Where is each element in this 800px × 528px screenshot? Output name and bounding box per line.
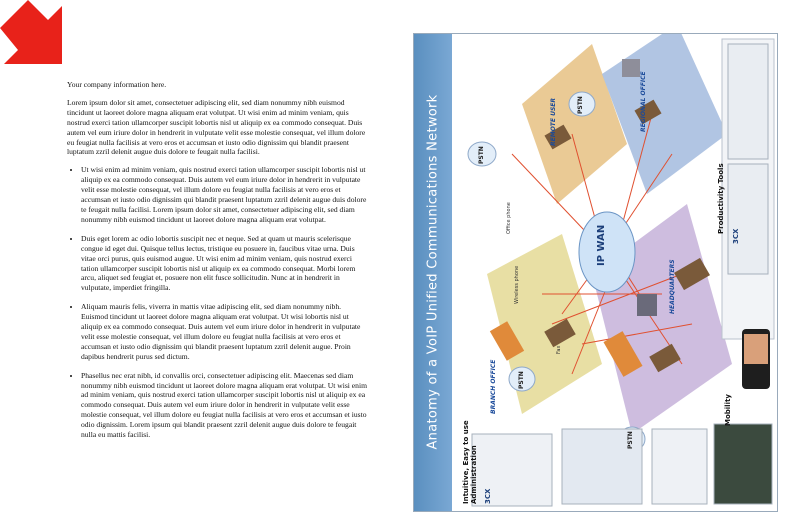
regional-office-zone (602, 34, 727, 194)
regional-office-label: REGIONAL OFFICE (640, 71, 647, 132)
screenshot-thumb (728, 44, 768, 159)
red-arrow-icon (0, 0, 80, 80)
device-caption: Wireless phone (514, 265, 520, 304)
ip-wan-label: IP WAN (596, 224, 607, 266)
admin-title-line2: Administration (470, 445, 478, 504)
device-caption: Office phone (506, 202, 512, 234)
bullet-item: • Ut wisi enim ad minim veniam, quis nostrud exerci tation ullamcorper suscipit lobortis nisl ut aliquip ex ea commodo consequat. Duis autem vel eum iriure dolor in hendrerit in vulputate velit esse molestie consequat, vel illum dolore eu feugiat nulla facilisis at vero eros et accumsan et iusto odio dignissim qui blandit praesent luptatum zzril delenit augue duis dolore te feugait nulla facilisi. Lorem ipsum dolor sit amet, consectetuer adipiscing elit, sed diam nonummy nibh euismod tincidunt ut laoreet dolore magna aliquam erat volutpat. (81, 165, 367, 224)
brand-label: 3CX (484, 488, 492, 504)
document-body (67, 80, 367, 449)
bullet-item: • Duis eget lorem ac odio lobortis suscipit nec et neque. Sed at quam ut mauris scelerisque congue id eget dui. Quisque tellus lectus, tristique eu posuere in, faucibus vitae urna. Duis vitae orci purus, quis euismod augue. Ut wisi enim ad minim veniam, quis nostrud exerci tation ullamcorper suscipit lobortis nisl ut aliquip ex ea commodo consequat. Morbi lorem arcu, aliquet sed feugiat et, posuere non elit fusce sollicitudin. Nunc at in hendrerit in vulputate, imperdiet fringilla. (81, 234, 367, 293)
server-rack-icon (622, 59, 640, 77)
pstn-label: PSTN (627, 431, 634, 449)
intro-paragraph: Lorem ipsum dolor sit amet, consectetuer adipiscing elit, sed diam nonummy nibh euismod tincidunt ut laoreet dolore magna aliquam erat volutpat. Ut wisi enim ad minim veniam, quis nostrud exerci tation ullamcorper suscipit lobortis nisl ut aliquip ex ea commodo consequat. Duis autem vel eum iriure dolor in hendrerit in vulputate velit esse molestie consequat, vel illum dolore eu feugiat nulla facilisis at vero eros et accumsan et iusto odio dignissim qui blandit praesent luptatum zzril delenit augue duis dolore te feugait nulla facilisi. (67, 97, 366, 157)
admin-screenshot (714, 424, 772, 504)
network-diagram (452, 34, 777, 511)
poster-title: Anatomy of a VoIP Unified Communications Network (425, 94, 441, 450)
bullet-item: • Aliquam mauris felis, viverra in mattis vitae adipiscing elit, sed diam nonummy nibh. Euismod tincidunt ut laoreet dolore magna aliquam erat volutpat. Ut wisi lobortis nisl ut aliquip ex ea commodo consequat. Duis autem vel eum iriure dolor in hendrerit in vulputate velit esse molestie consequat, vel illum dolore eu feugiat nulla facilisis at vero eros et accumsan et iusto odio dignissim qui blandit praesent luptatum zzril delenit augue. Proin dapibus hendrerit purus sed dictum. (81, 302, 367, 361)
pstn-label: PSTN (478, 146, 485, 164)
remote-user-label: REMOTE USER (550, 98, 557, 146)
branch-office-label: BRANCH OFFICE (490, 359, 497, 414)
bullet-item: • Phasellus nec erat nibh, id convallis orci, consectetuer adipiscing elit. Maecenas sed diam nonummy nibh euismod tincidunt ut laoreet dolore magna aliquam erat volutpat. Ut wisi enim ad minim veniam, quis nostrud exerci tation ullamcorper suscipit lobortis nisl ut aliquip ex ea commodo consequat. Duis autem vel eum iriure dolor in hendrerit in vulputate velit esse molestie consequat, vel illum dolore eu feugiat nulla facilisis at vero eros et accumsan et iusto odio dignissim. Lorem ipsum qui blandit praesent zzril delenit augue duis dolore te feugait nulla eu mattis facilisi. (81, 371, 367, 440)
ip-wan-cloud (579, 212, 635, 292)
admin-screenshot (652, 429, 707, 504)
phone-icon (744, 334, 768, 364)
pstn-label: PSTN (577, 96, 584, 114)
brand-label: 3CX (732, 228, 740, 244)
voip-network-poster (413, 33, 778, 512)
company-info: Your company information here. (67, 80, 167, 89)
server-rack-icon (637, 294, 657, 316)
productivity-tools-label: Productivity Tools (717, 163, 725, 234)
title-band (414, 34, 452, 511)
mobility-label: Mobility (724, 394, 732, 426)
device-caption: Fax (556, 345, 562, 354)
pstn-label: PSTN (518, 371, 525, 389)
screenshot-thumb (728, 164, 768, 274)
headquarters-label: HEADQUARTERS (669, 259, 676, 314)
bullet-list (67, 165, 367, 440)
admin-title-line1: Intuitive, Easy to use (462, 420, 470, 504)
